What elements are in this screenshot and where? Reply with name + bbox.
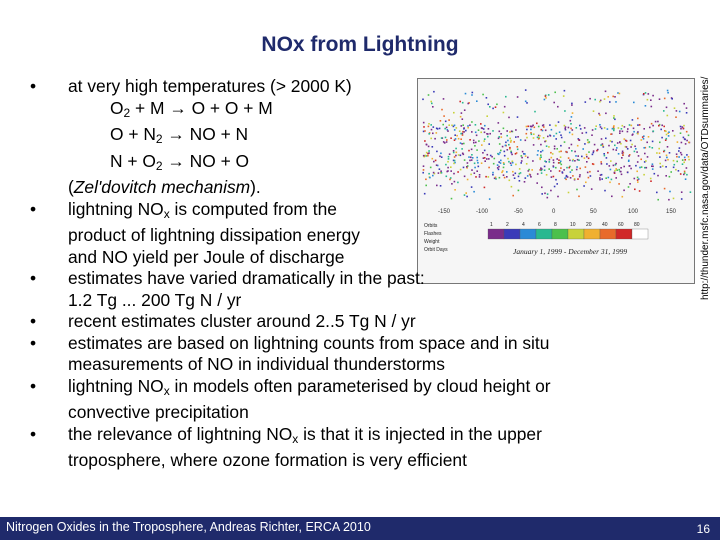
flash-dot [676,153,678,155]
bullet-line: at very high temperatures (> 2000 K) [68,76,352,96]
flash-dot [674,135,676,137]
flash-dot [680,126,682,128]
flash-dot [684,172,686,174]
legend-value: 80 [634,222,640,228]
flash-dot [680,152,682,154]
flash-dot [686,154,688,156]
flash-dot [688,159,690,161]
flash-dot [672,130,674,132]
stats-label: Flashes [424,231,442,237]
flash-dot [688,142,690,144]
flash-dot [683,137,685,139]
reaction-equation: $O_2 + M \to O + O + M$ [110,97,273,120]
bullet-item [30,424,670,472]
flash-dot [673,167,675,169]
bullet-line: estimates are based on lightning counts from space and in situ [68,332,550,353]
bullet-line: measurements of NO in individual thunderstorms [68,354,445,374]
flash-dot [670,171,672,173]
flash-dot [680,173,682,175]
footer-citation: Nitrogen Oxides in the Troposphere, Andreas Richter, ERCA 2010 [6,520,371,534]
legend-value: 20 [586,222,592,228]
flash-dot [684,159,686,161]
flash-dot [676,110,678,112]
slide-title: NOx from Lightning [261,33,459,56]
flash-dot [690,191,692,193]
bullet-marker: • [30,198,37,219]
lon-label: 50 [590,209,597,215]
lon-label: 150 [666,209,677,215]
bullet-line: and NO yield per Joule of discharge [68,246,345,267]
flash-dot [688,156,690,158]
bullet-item [30,333,670,376]
flash-dot [673,198,675,200]
bullet-line: lightning $NO_x$ is computed from the [68,198,337,221]
flash-dot [678,150,680,152]
bullet-line: estimates have varied dramatically in the past: [68,268,425,288]
flash-dot [684,157,686,159]
stats-label: Weight [424,239,440,245]
legend-value: 1 [490,222,493,228]
lon-label: -100 [476,209,489,215]
flash-dot [681,154,683,156]
flash-dot [677,141,679,143]
bullet-item [30,199,670,269]
flash-dot [686,174,688,176]
bullet-item [30,268,670,311]
bullet-marker: • [30,332,37,353]
flash-dot [680,132,682,134]
bullet-list [30,76,670,472]
lon-label: 0 [552,209,556,215]
bullet-item [30,376,670,424]
lon-label: -50 [514,209,523,215]
flash-dot [671,98,673,100]
flash-dot [674,107,676,109]
bullet-marker: • [30,268,37,288]
bullet-item [30,76,670,199]
flash-dot [681,191,683,193]
footer-bar [0,517,720,540]
lon-label: -150 [438,209,451,215]
flash-dot [676,156,678,158]
flash-dot [675,169,677,171]
flash-dot [682,159,684,161]
flash-dot [682,126,684,128]
stats-label: Orbit Days [424,247,448,253]
bullet-line: lightning $NO_x$ in models often parameterised by cloud height or [68,375,551,398]
legend-value: 40 [602,222,608,228]
legend-value: 6 [538,222,541,228]
legend-value: 8 [554,222,557,228]
bullet-marker: • [30,423,37,444]
flash-dot [675,116,677,118]
stats-label: Orbits [424,223,438,229]
lon-label: 100 [628,209,639,215]
flash-dot [686,167,688,169]
bullet-line: (Zel'dovitch mechanism). [68,177,261,197]
bullet-line: recent estimates cluster around 2..5 Tg N / yr [68,311,416,331]
flash-dot [681,142,683,144]
flash-dot [676,161,678,163]
bullet-line: product of lightning dissipation energy [68,225,360,245]
legend-value: 10 [570,222,576,228]
bullet-line: convective precipitation [68,402,249,422]
flash-dot [685,178,687,180]
flash-dot [683,103,685,105]
flash-dot [678,170,680,172]
flash-dot [674,164,676,166]
bullet-line: troposphere, where ozone formation is very efficient [68,450,467,470]
flash-dot [684,171,686,173]
reaction-equation: $N + O_2$ → NO + O [110,150,250,173]
bullet-item [30,311,670,333]
flash-dot [686,112,688,114]
flash-dot [679,111,681,113]
flash-dot [683,125,685,127]
flash-dot [686,131,688,133]
source-url-vertical: http://thunder.msfc.nasa.gov/data/OTDsummaries/ [700,76,711,300]
bullet-marker: • [30,375,37,396]
flash-dot [686,107,688,109]
flash-dot [678,156,680,158]
map-date-caption: January 1, 1999 - December 31, 1999 [513,247,628,256]
flash-dot [688,135,690,137]
bullet-line: the relevance of lightning $NO_x$ is that it is injected in the upper [68,423,542,446]
legend-value: 2 [506,222,509,228]
legend-value: 4 [522,222,525,228]
flash-dot [683,162,685,164]
flash-dot [673,160,675,162]
bullet-line: 1.2 Tg ... 200 Tg N / yr [68,289,242,310]
flash-dot [680,128,682,130]
flash-dot [679,147,681,149]
page-number: 16 [696,522,710,536]
reaction-equation: $O + N_2$ → NO + N [110,124,249,146]
legend-value: 60 [618,222,624,228]
bullet-marker: • [30,76,37,96]
flash-dot [685,143,687,145]
flash-dot [686,140,688,142]
flash-dot [681,198,683,200]
bullet-marker: • [30,311,37,331]
flash-dot [684,139,686,141]
flash-dot [682,163,684,165]
